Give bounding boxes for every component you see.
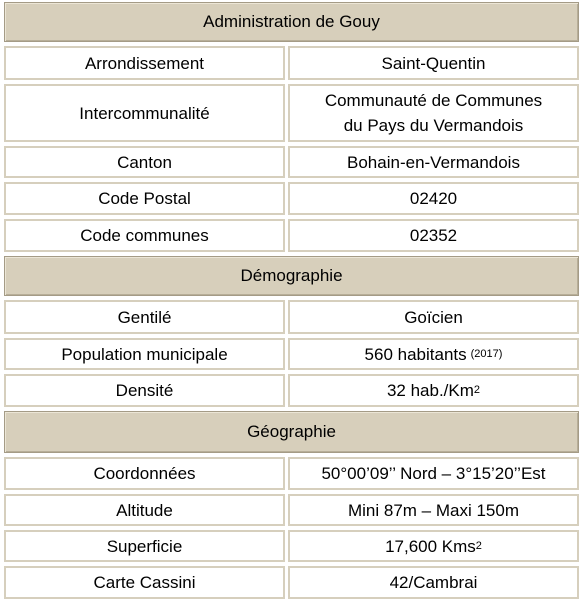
row-value: 02352 [288,219,579,252]
section-header-geographie [4,411,579,453]
row-value [288,84,579,142]
row-label: Densité [4,374,285,407]
row-value [288,374,579,407]
row-label: Intercommunalité [4,84,285,142]
row-value: 42/Cambrai [288,566,579,599]
table-row-population [4,338,579,370]
table-row-densite [4,374,579,407]
superficie-exponent: 2 [475,539,482,552]
row-label: Canton [4,146,285,178]
row-value [288,338,579,370]
row-value-line2: du Pays du Vermandois [343,116,524,135]
table-row-altitude [4,494,579,526]
section-title: Administration de Gouy [203,12,380,31]
table-row-carte-cassini [4,566,579,599]
row-value: Bohain-en-Vermandois [288,146,579,178]
row-value [288,530,579,562]
densite-value: 32 hab./Km [386,381,474,400]
row-label: Altitude [4,494,285,526]
row-label: Code Postal [4,182,285,215]
table-row-code-postal [4,182,579,215]
row-value: 02420 [288,182,579,215]
section-title: Géographie [247,422,336,441]
table-row-intercommunalite [4,84,579,142]
table-row-superficie [4,530,579,562]
table-row-code-communes [4,219,579,252]
row-label: Code communes [4,219,285,252]
row-value: Saint-Quentin [288,46,579,80]
section-header-demographie [4,256,579,296]
superficie-value: 17,600 Kms [385,536,476,556]
row-label: Population municipale [4,338,285,370]
row-label: Carte Cassini [4,566,285,599]
section-title: Démographie [240,266,343,285]
table-row-canton [4,146,579,178]
row-value: 50°00’09’’ Nord – 3°15’20’’Est [288,457,579,490]
row-label: Superficie [4,530,285,562]
table-row-arrondissement [4,46,579,80]
population-year: (2017) [470,347,503,360]
row-label: Gentilé [4,300,285,334]
row-label: Arrondissement [4,46,285,80]
row-value-line1: Communauté de Communes [324,91,543,110]
table-row-gentile [4,300,579,334]
row-value: Mini 87m – Maxi 150m [288,494,579,526]
section-header-administration [4,2,579,42]
population-value: 560 habitants [364,344,467,364]
table-row-coordonnees [4,457,579,490]
row-label: Coordonnées [4,457,285,490]
densite-exponent: 2 [473,384,481,396]
row-value: Goïcien [288,300,579,334]
